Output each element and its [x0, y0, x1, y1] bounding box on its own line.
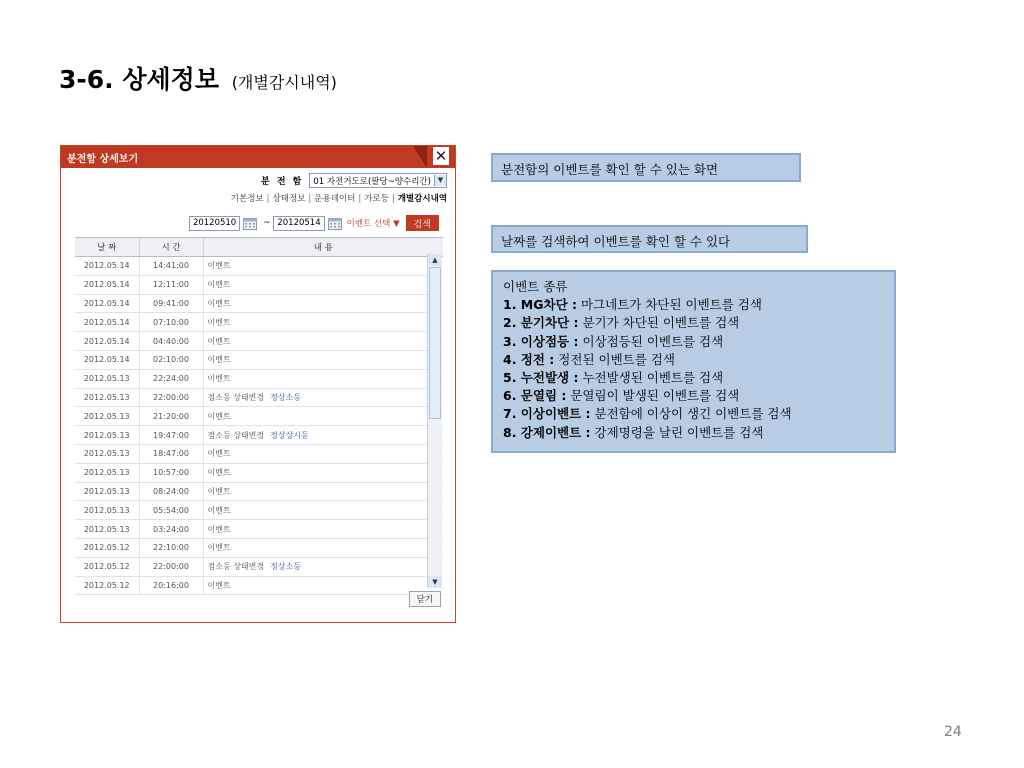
- cell-time: 07:10:00: [139, 313, 203, 332]
- event-status-tag: 정상소등: [270, 392, 302, 402]
- cell-date: 2012.05.14: [75, 257, 139, 276]
- event-type-item: [503, 314, 884, 332]
- cell-content: [203, 388, 443, 407]
- date-from-input[interactable]: 20120510: [189, 216, 240, 231]
- cell-date: 2012.05.13: [75, 463, 139, 482]
- tab-individual-monitoring[interactable]: 개별감시내역: [397, 194, 447, 204]
- cell-content: [203, 426, 443, 445]
- cell-content: [203, 576, 443, 595]
- event-type-item: [503, 387, 884, 405]
- table-header-row: [75, 238, 443, 257]
- tab-status-info[interactable]: 상태정보: [272, 194, 306, 204]
- cell-content: [203, 332, 443, 351]
- date-search-row: [189, 215, 439, 231]
- event-type-label: 4. 정전 :: [503, 351, 555, 367]
- window-titlebar: [61, 146, 455, 168]
- callout-screen-description: [491, 153, 801, 182]
- callout-event-types: [491, 270, 896, 453]
- cell-date: 2012.05.13: [75, 407, 139, 426]
- callout-text: 분전함의 이벤트를 확인 할 수 있는 화면: [501, 162, 719, 177]
- event-type-desc: 문열림이 발생된 이벤트를 검색: [570, 388, 740, 404]
- event-content-text: 이벤트: [207, 543, 231, 553]
- cabinet-detail-window: [60, 145, 456, 623]
- date-to-input[interactable]: 20120514: [273, 216, 324, 231]
- table-row[interactable]: [75, 275, 443, 294]
- event-content-text: 이벤트: [207, 580, 231, 590]
- event-type-desc: 마그네트가 차단된 이벤트를 검색: [580, 297, 762, 313]
- event-type-desc: 누전발생된 이벤트를 검색: [582, 370, 724, 386]
- cell-content: [203, 501, 443, 520]
- tab-streetlight[interactable]: 가로등: [364, 194, 389, 204]
- cell-date: 2012.05.13: [75, 388, 139, 407]
- cell-time: 21:20:00: [139, 407, 203, 426]
- cell-time: 19:47:00: [139, 426, 203, 445]
- date-range-separator: ~: [263, 218, 271, 228]
- event-type-item: [503, 296, 884, 314]
- cell-time: 12:11:00: [139, 275, 203, 294]
- callout-date-search: [491, 225, 808, 253]
- table-row[interactable]: [75, 350, 443, 369]
- event-content-text: 이벤트: [207, 298, 231, 308]
- cell-date: 2012.05.13: [75, 482, 139, 501]
- event-type-item: [503, 333, 884, 351]
- cell-date: 2012.05.14: [75, 294, 139, 313]
- cell-content: [203, 313, 443, 332]
- column-header-content: 내 용: [203, 238, 443, 257]
- event-type-label: 3. 이상점등 :: [503, 333, 579, 349]
- cell-content: [203, 294, 443, 313]
- table-row[interactable]: [75, 444, 443, 463]
- event-type-desc: 강제명령을 날린 이벤트를 검색: [594, 424, 764, 440]
- event-type-label: 2. 분기차단 :: [503, 315, 579, 331]
- tab-separator: |: [358, 194, 362, 204]
- table-row[interactable]: [75, 501, 443, 520]
- cell-time: 05:54:00: [139, 501, 203, 520]
- cell-content: [203, 463, 443, 482]
- table-row[interactable]: [75, 294, 443, 313]
- search-button[interactable]: 검색: [406, 215, 439, 231]
- cell-date: 2012.05.12: [75, 557, 139, 576]
- event-content-text: 이벤트: [207, 449, 231, 459]
- cell-content: [203, 520, 443, 539]
- cell-content: [203, 407, 443, 426]
- detail-tabs: [231, 192, 447, 204]
- slide-title: [59, 60, 337, 96]
- event-type-desc: 정전된 이벤트를 검색: [558, 351, 675, 367]
- event-status-tag: 정상상시등: [270, 430, 309, 440]
- cell-content: [203, 350, 443, 369]
- event-content-text: 이벤트: [207, 505, 231, 515]
- window-title: 분전함 상세보기: [67, 154, 139, 165]
- cell-content: [203, 275, 443, 294]
- event-content-text: 이벤트: [207, 336, 231, 346]
- cell-date: 2012.05.14: [75, 350, 139, 369]
- event-type-item: [503, 424, 884, 442]
- cell-time: 03:24:00: [139, 520, 203, 539]
- event-table: [75, 237, 443, 595]
- cell-time: 22:10:00: [139, 538, 203, 557]
- event-type-item: [503, 405, 884, 423]
- cell-content: [203, 538, 443, 557]
- cell-time: 18:47:00: [139, 444, 203, 463]
- titlebar-corner-decoration: [413, 146, 427, 168]
- table-row[interactable]: [75, 520, 443, 539]
- column-header-time: 시 간: [139, 238, 203, 257]
- cabinet-select[interactable]: [309, 173, 447, 188]
- event-content-text: 점소등 상태변경: [207, 562, 265, 572]
- event-content-text: 이벤트: [207, 411, 231, 421]
- slide-title-text: 3-6. 상세정보: [59, 65, 219, 94]
- cell-date: 2012.05.12: [75, 538, 139, 557]
- cell-time: 22:00:00: [139, 557, 203, 576]
- cell-date: 2012.05.14: [75, 275, 139, 294]
- event-type-label: 7. 이상이벤트 :: [503, 406, 591, 422]
- event-type-label: 5. 누전발생 :: [503, 370, 579, 386]
- event-content-text: 이벤트: [207, 486, 231, 496]
- tab-separator: |: [266, 194, 270, 204]
- cell-date: 2012.05.12: [75, 576, 139, 595]
- cabinet-select-row: [261, 173, 447, 188]
- event-content-text: 점소등 상태변경: [207, 392, 265, 402]
- tab-operation-data[interactable]: 운용데이터: [314, 194, 356, 204]
- event-type-desc: 분기가 차단된 이벤트를 검색: [582, 315, 740, 331]
- calendar-icon[interactable]: [328, 217, 342, 230]
- table-row[interactable]: [75, 482, 443, 501]
- cell-date: 2012.05.13: [75, 501, 139, 520]
- cell-time: 22:00:00: [139, 388, 203, 407]
- table-row[interactable]: [75, 463, 443, 482]
- chevron-down-icon[interactable]: ▼: [434, 175, 446, 186]
- close-button[interactable]: 닫기: [409, 591, 441, 607]
- event-content-text: 이벤트: [207, 261, 231, 271]
- cell-date: 2012.05.13: [75, 520, 139, 539]
- event-type-label: 1. MG차단 :: [503, 297, 577, 313]
- event-table-body: [75, 257, 443, 595]
- tab-separator: |: [308, 194, 312, 204]
- table-scrollbar[interactable]: [427, 254, 442, 588]
- event-content-text: 점소등 상태변경: [207, 430, 265, 440]
- event-type-item: [503, 369, 884, 387]
- cell-time: 20:16:00: [139, 576, 203, 595]
- event-types-title: 이벤트 종류: [503, 279, 568, 294]
- cell-time: 04:40:00: [139, 332, 203, 351]
- event-type-label: 8. 강제이벤트 :: [503, 424, 591, 440]
- table-row[interactable]: [75, 369, 443, 388]
- cell-date: 2012.05.13: [75, 369, 139, 388]
- cell-time: 22:24:00: [139, 369, 203, 388]
- cell-content: [203, 257, 443, 276]
- table-row[interactable]: [75, 557, 443, 576]
- event-content-text: 이벤트: [207, 317, 231, 327]
- scrollbar-thumb[interactable]: [429, 267, 441, 419]
- event-status-tag: 정상소등: [270, 562, 302, 572]
- cabinet-label: 분 전 함: [261, 177, 304, 187]
- slide-subtitle: (개별감시내역): [231, 73, 337, 92]
- cell-time: 08:24:00: [139, 482, 203, 501]
- cell-date: 2012.05.13: [75, 426, 139, 445]
- cell-date: 2012.05.13: [75, 444, 139, 463]
- table-row[interactable]: [75, 538, 443, 557]
- event-type-desc: 이상점등된 이벤트를 검색: [582, 333, 724, 349]
- table-row[interactable]: [75, 407, 443, 426]
- close-icon[interactable]: ✕: [434, 147, 448, 165]
- event-content-text: 이벤트: [207, 524, 231, 534]
- cell-content: [203, 557, 443, 576]
- event-type-select[interactable]: 이벤트 선택 ▼: [346, 219, 400, 229]
- cell-time: 10:57:00: [139, 463, 203, 482]
- event-type-label: 6. 문열림 :: [503, 388, 567, 404]
- event-content-text: 이벤트: [207, 280, 231, 290]
- cell-time: 02:10:00: [139, 350, 203, 369]
- event-content-text: 이벤트: [207, 374, 231, 384]
- table-row[interactable]: [75, 388, 443, 407]
- tab-separator: |: [391, 194, 395, 204]
- event-content-text: 이벤트: [207, 355, 231, 365]
- cell-content: [203, 482, 443, 501]
- cabinet-select-value: 01 자전거도로(팔당~양수리간): [313, 176, 431, 187]
- table-row[interactable]: [75, 426, 443, 445]
- cell-content: [203, 369, 443, 388]
- callout-text: 날짜를 검색하여 이벤트를 확인 할 수 있다: [501, 234, 731, 249]
- event-type-desc: 분전함에 이상이 생긴 이벤트를 검색: [594, 406, 792, 422]
- calendar-icon[interactable]: [243, 217, 257, 230]
- table-row[interactable]: [75, 576, 443, 595]
- event-content-text: 이벤트: [207, 468, 231, 478]
- page-number: 24: [944, 724, 962, 740]
- scroll-up-icon[interactable]: ▲: [428, 254, 442, 266]
- event-types-list: [503, 296, 884, 442]
- cell-content: [203, 444, 443, 463]
- cell-time: 09:41:00: [139, 294, 203, 313]
- column-header-date: 날 짜: [75, 238, 139, 257]
- tab-basic-info[interactable]: 기본정보: [230, 194, 264, 204]
- table-row[interactable]: [75, 257, 443, 276]
- cell-time: 14:41:00: [139, 257, 203, 276]
- table-row[interactable]: [75, 332, 443, 351]
- cell-date: 2012.05.14: [75, 332, 139, 351]
- cell-date: 2012.05.14: [75, 313, 139, 332]
- scroll-down-icon[interactable]: ▼: [428, 576, 442, 588]
- event-type-item: [503, 351, 884, 369]
- table-row[interactable]: [75, 313, 443, 332]
